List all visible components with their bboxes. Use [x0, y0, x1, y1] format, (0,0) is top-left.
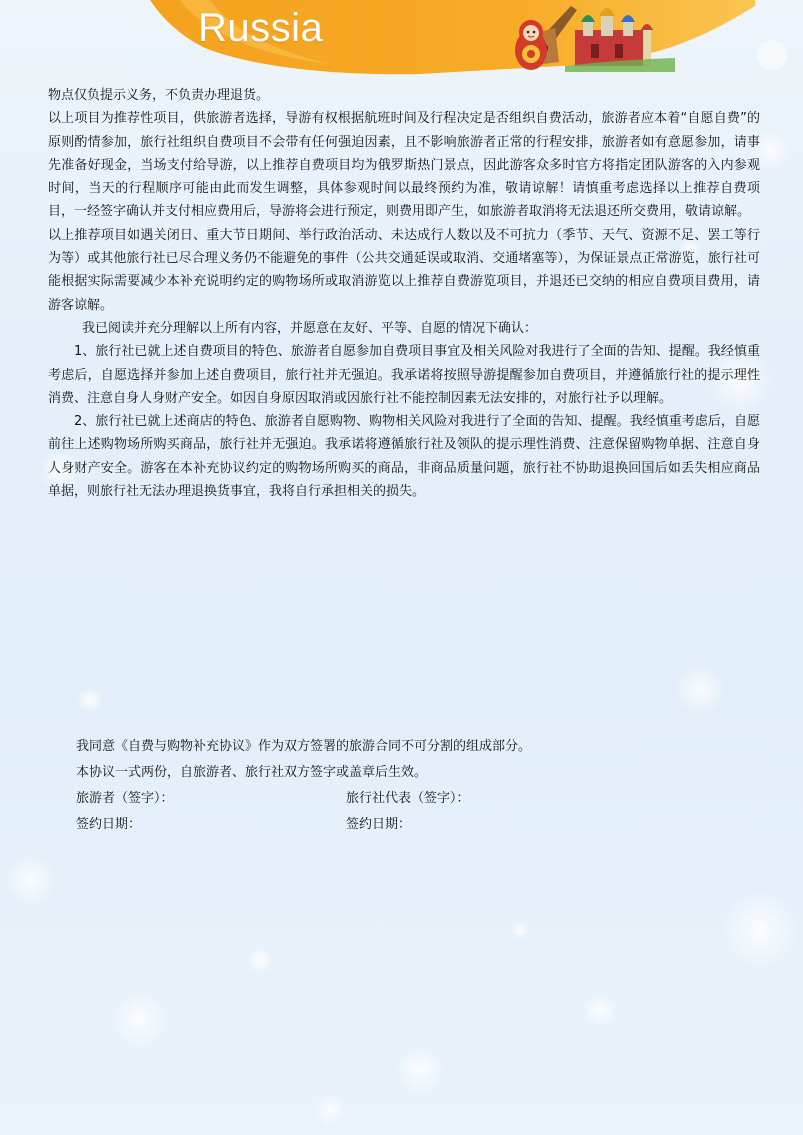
paragraph-confirmation-intro: 我已阅读并充分理解以上所有内容，并愿意在友好、平等、自愿的情况下确认：: [82, 320, 538, 336]
decorative-circle: [757, 40, 787, 70]
signature-row: [76, 786, 716, 812]
paragraph-force-majeure: 以上推荐项目如遇关闭日、重大节日期间、举行政治活动、未达成行人数以及不可抗力（季节、天气、资源不足、罢工等行为等）或其他旅行社已尽合理义务仍不能避免的事件（公共交通延误或取消、交通堵塞等），为保证景点正常游览，旅行社可能根据实际需要减少本补充说明约定的购物场所或取消游览以上推荐自费游览项目，并退还已交纳的相应自费项目费用，请游客谅解。: [48, 227, 760, 313]
paragraph-shopping-note: 物点仅负提示义务，不负责办理退货。: [48, 88, 270, 103]
paragraph-clause-1: 1、旅行社已就上述自费项目的特色、旅游者自愿参加自费项目事宜及相关风险对我进行了全面的告知、提醒。我经慎重考虑后，自愿选择并参加上述自费项目，旅行社并无强迫。我承诺将按照导游提醒参加自费项目，并遵循旅行社的提示理性消费、注意自身人身财产安全。如因自身原因取消或因旅行社不能控制因素无法安排的，对旅行社予以理解。: [48, 344, 760, 406]
header-title: Russia: [198, 6, 324, 50]
tourist-signature-label: 旅游者（签字）：: [76, 791, 174, 806]
date-row: [76, 812, 716, 838]
validity-statement: 本协议一式两份，自旅游者、旅行社双方签字或盖章后生效。: [76, 765, 428, 780]
document-body: [48, 84, 760, 503]
signature-section: [76, 734, 716, 838]
agency-date-label: 签约日期：: [346, 817, 412, 832]
paragraph-clause-2: 2、旅行社已就上述商店的特色、旅游者自愿购物、购物相关风险对我进行了全面的告知、提醒。我经慎重考虑后，自愿前往上述购物场所购买商品，旅行社并无强迫。我承诺将遵循旅行社及领队的提示理性消费、注意保留购物单据、注意自身人身财产安全。游客在本补充协议约定的购物场所购买的商品，非商品质量问题，旅行社不协助退换回国后如丢失相应商品单据，则旅行社无法办理退换货事宜，我将自行承担相关的损失。: [48, 414, 760, 500]
tourist-date-label: 签约日期：: [76, 817, 142, 832]
agency-signature-label: 旅行社代表（签字）：: [346, 791, 470, 806]
russia-illustration-icon: [505, 0, 675, 72]
paragraph-self-paid-projects: 以上项目为推荐性项目，供旅游者选择，导游有权根据航班时间及行程决定是否组织自费活动，旅游者应本着“自愿自费”的原则酌情参加，旅行社组织自费项目不会带有任何强迫因素，且不影响旅游者正常的行程安排，旅游者如有意愿参加，请事先准备好现金，当场支付给导游，以上推荐自费项目均为俄罗斯热门景点，因此游客众多时官方将指定团队游客的入内参观时间，当天的行程顺序可能由此而发生调整，具体参观时间以最终预约为准，敬请谅解！请慎重考虑选择以上推荐自费项目，一经签字确认并支付相应费用后，导游将会进行预定，则费用即产生，如旅游者取消将无法退还所交费用，敬请谅解。: [48, 111, 760, 220]
agreement-statement: 我同意《自费与购物补充协议》作为双方签署的旅游合同不可分割的组成部分。: [76, 739, 532, 754]
header-banner: [0, 0, 803, 80]
